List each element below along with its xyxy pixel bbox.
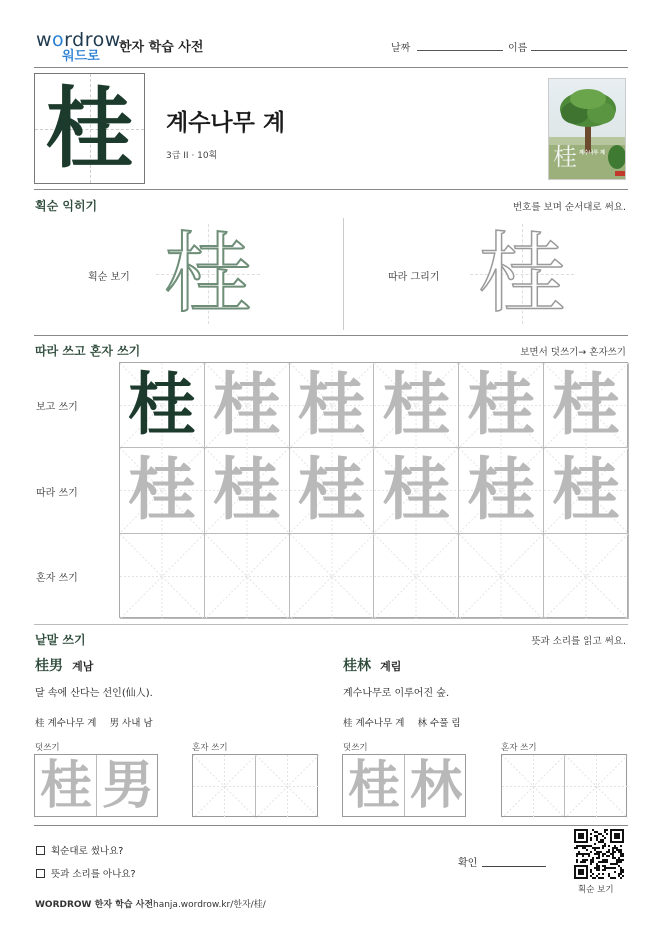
- practice-cell[interactable]: [290, 448, 375, 533]
- row-label-view: 보고 쓰기: [36, 402, 78, 413]
- word-2-trace-label: 덧쓰기: [343, 743, 368, 753]
- words-section-title: 낱말 쓰기: [35, 633, 86, 647]
- practice-cell[interactable]: [459, 363, 544, 448]
- stroke-order-character: 桂: [163, 222, 252, 325]
- practice-cell[interactable]: [205, 363, 290, 448]
- practice-cell[interactable]: [459, 534, 544, 619]
- trace-outline-character: 桂: [477, 222, 566, 325]
- practice-guide-character: 桂: [382, 450, 451, 531]
- practice-guide-character: 桂: [297, 450, 366, 531]
- word-1-trace-char-1: 桂: [39, 755, 92, 816]
- practice-cell[interactable]: [544, 534, 629, 619]
- word-1-part1-char: 桂: [35, 718, 45, 729]
- row-label-trace: 따라 쓰기: [36, 488, 78, 499]
- practice-cell[interactable]: [290, 534, 375, 619]
- word-1-hanja: 桂男: [35, 658, 63, 674]
- checkbox-1[interactable]: [36, 846, 45, 855]
- word-1-part1-text: 계수나무 계: [47, 718, 97, 729]
- word-1-reading: 계남: [72, 660, 94, 673]
- practice-section-title: 따라 쓰고 혼자 쓰기: [35, 344, 141, 358]
- words-section-note: 뜻과 소리를 읽고 써요.: [531, 636, 626, 647]
- practice-divider: [34, 624, 628, 625]
- checklist-item-2-label: 뜻과 소리를 아나요?: [51, 869, 136, 880]
- practice-guide-character: 桂: [212, 450, 281, 531]
- word-1-part2-char: 男: [109, 718, 119, 729]
- practice-section-note: 보면서 덧쓰기→ 혼자쓰기: [520, 347, 626, 358]
- practice-cell[interactable]: [544, 448, 629, 533]
- word-2-reading: 계림: [380, 660, 402, 673]
- checkbox-2[interactable]: [36, 869, 45, 878]
- practice-cell[interactable]: [205, 534, 290, 619]
- main-character-box: [34, 73, 145, 184]
- stroke-section-note: 번호를 보며 순서대로 써요.: [512, 202, 626, 213]
- word-2-parts: [343, 715, 461, 729]
- practice-guide-character: 桂: [467, 365, 536, 445]
- word-1-parts: [35, 715, 153, 729]
- word-1-part2-text: 사내 남: [122, 718, 153, 729]
- stroke-divider: [343, 218, 344, 330]
- practice-cell[interactable]: [544, 363, 629, 448]
- date-label: 날짜: [391, 43, 411, 54]
- practice-guide-character: 桂: [212, 365, 281, 445]
- practice-cell[interactable]: [374, 534, 459, 619]
- practice-cell[interactable]: [205, 448, 290, 533]
- qr-code-icon[interactable]: [574, 829, 624, 879]
- logo-korean: 워드로: [62, 49, 100, 64]
- practice-guide-character: 桂: [467, 450, 536, 531]
- word-1-meaning: 달 속에 산다는 선인(仙人).: [35, 688, 153, 699]
- practice-cell[interactable]: [120, 448, 205, 533]
- practice-guide-character: 桂: [297, 365, 366, 445]
- stroke-trace-area[interactable]: [470, 224, 574, 324]
- word-1-trace-char-2: 男: [101, 755, 154, 816]
- checklist-item-2[interactable]: [36, 866, 136, 880]
- meaning-reading: 계수나무 계: [166, 110, 286, 136]
- word-2-part1-text: 계수나무 계: [355, 718, 405, 729]
- thumbnail-title: 계수나무 계: [579, 150, 605, 156]
- word-2-hanja: 桂林: [343, 658, 371, 674]
- grade-strokes: 3급 II · 10획: [166, 151, 218, 161]
- practice-guide-character: 桂: [552, 450, 621, 531]
- header-title: 한자 학습 사전: [119, 40, 204, 55]
- word-1-free-box[interactable]: [192, 754, 318, 817]
- practice-cell[interactable]: [374, 448, 459, 533]
- word-2-part2-char: 林: [417, 718, 427, 729]
- word-1-trace-label: 덧쓰기: [35, 743, 60, 753]
- practice-cell[interactable]: [120, 363, 205, 448]
- stroke-trace-label: 따라 그리기: [388, 272, 440, 283]
- name-line[interactable]: [531, 50, 627, 51]
- qr-caption: 획순 보기: [578, 885, 614, 895]
- stroke-section-divider: [34, 335, 628, 336]
- footer-url[interactable]: hanja.wordrow.kr/한자/桂/: [153, 900, 266, 910]
- main-character: 桂: [45, 76, 134, 180]
- word-2-free-label: 혼자 쓰기: [501, 743, 537, 753]
- practice-guide-character: 桂: [552, 365, 621, 445]
- practice-cell[interactable]: [459, 448, 544, 533]
- stroke-view-label: 획순 보기: [88, 272, 130, 283]
- stroke-order-diagram: [156, 224, 260, 324]
- word-2-part1-char: 桂: [343, 718, 353, 729]
- header-divider: [34, 67, 628, 68]
- word-1-free-label: 혼자 쓰기: [192, 743, 228, 753]
- checklist-item-1[interactable]: [36, 843, 123, 857]
- book-cover-thumbnail: [548, 78, 626, 180]
- logo-wordmark: wordrow: [36, 29, 121, 51]
- checklist-item-1-label: 획순대로 썼나요?: [51, 846, 124, 857]
- practice-guide-character: 桂: [127, 365, 196, 445]
- word-card-2: [343, 655, 401, 675]
- word-card-1: [35, 655, 93, 675]
- row-label-free: 혼자 쓰기: [36, 573, 78, 584]
- practice-guide-character: 桂: [382, 365, 451, 445]
- confirm-line[interactable]: [482, 866, 546, 867]
- practice-cell[interactable]: [290, 363, 375, 448]
- practice-grid[interactable]: [119, 362, 628, 618]
- entry-divider: [34, 189, 628, 190]
- confirm-label: 확인: [458, 858, 478, 869]
- words-divider: [34, 825, 628, 826]
- date-line[interactable]: [417, 50, 503, 51]
- thumbnail-character: 桂: [553, 143, 577, 171]
- word-2-trace-char-1: 桂: [347, 755, 400, 816]
- wordrow-logo: [36, 29, 121, 64]
- word-2-trace-char-2: 林: [409, 755, 462, 816]
- practice-cell[interactable]: [374, 363, 459, 448]
- stroke-section-title: 획순 익히기: [35, 199, 98, 213]
- word-2-free-box[interactable]: [501, 754, 627, 817]
- practice-cell[interactable]: [120, 534, 205, 619]
- word-2-part2-text: 수풀 림: [430, 718, 461, 729]
- word-1-trace-box[interactable]: [34, 754, 158, 817]
- practice-guide-character: 桂: [127, 450, 196, 531]
- word-2-trace-box[interactable]: [342, 754, 466, 817]
- word-2-meaning: 계수나무로 이루어진 숲.: [343, 688, 450, 699]
- footer-brand: WORDROW 한자 학습 사전: [35, 900, 154, 910]
- name-label: 이름: [508, 43, 528, 54]
